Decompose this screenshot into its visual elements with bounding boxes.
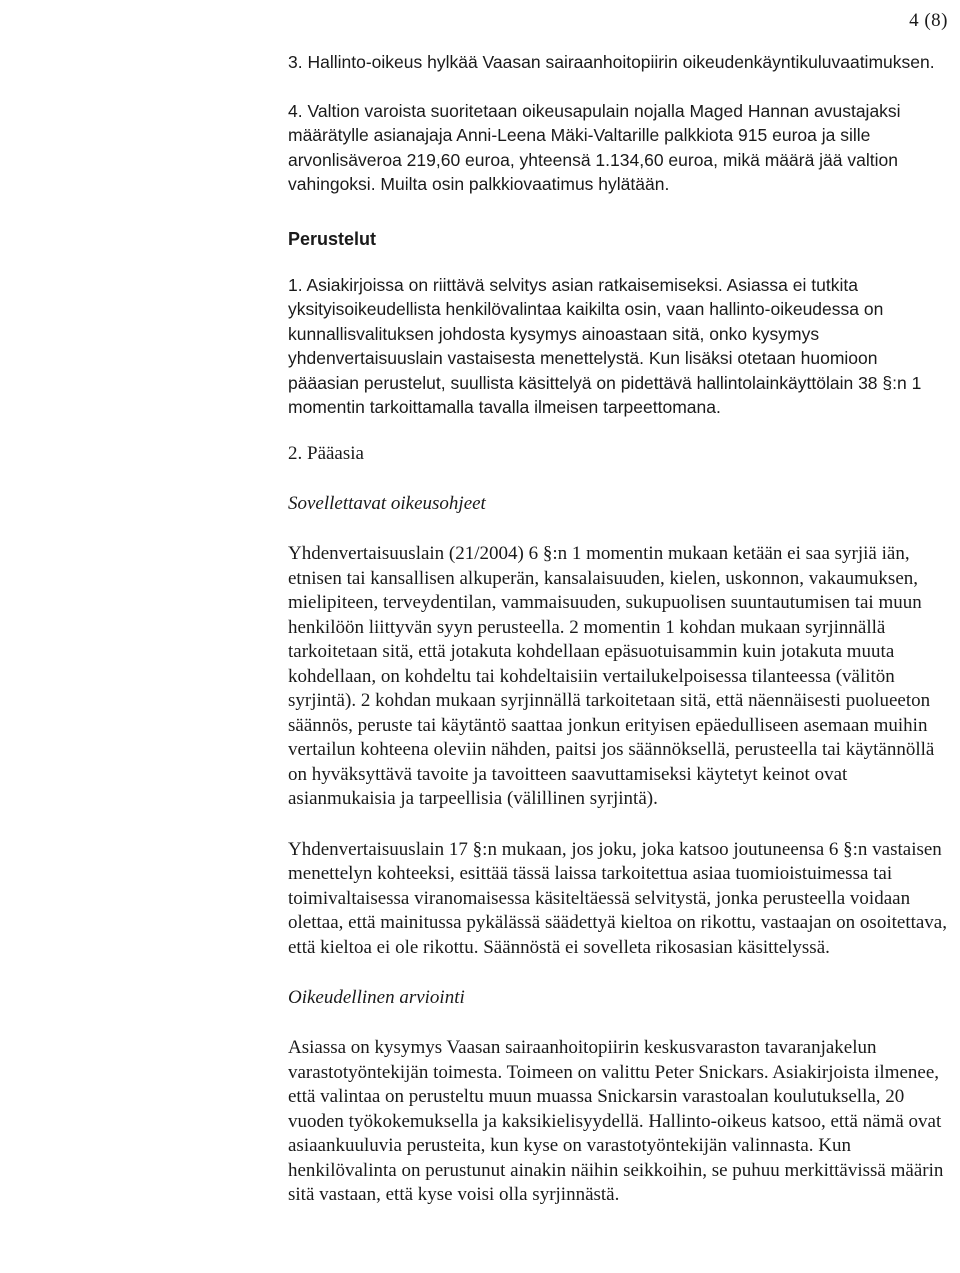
subheading-oikeudellinen-arviointi: Oikeudellinen arviointi — [288, 987, 465, 1008]
reasoning-point-1: 1. Asiakirjoissa on riittävä selvitys asian ratkaisemiseksi. Asiassa ei tutkita yksityisoikeudellista henkilövalintaa kaikilta osin, vaan hallinto-oikeudessa on kunnallisvalituksen johdosta kysymys ainoastaan sitä, onko kysymys yhdenvertaisuuslain vastaisesta menettelystä. Kun lisäksi otetaan huomioon pääasian perustelut, suullista käsittelyä on pidettävä hallintolainkäyttölain 38 §:n 1 momentin tarkoittamalla tavalla ilmeisen tarpeettomana. — [288, 274, 922, 417]
paragraph-yhdenvertaisuuslaki-17: Yhdenvertaisuuslain 17 §:n mukaan, jos joku, joka katsoo joutuneensa 6 §:n vastaisen menettelyn kohteeksi, esittää tässä laissa tarkoitettua asiaa tuomioistuimessa tai toimivaltaisessa viranomaisessa käsiteltäessä selvitystä, jonka perusteella voidaan olettaa, että mainitussa pykälässä säädettyä kieltoa on rikottu, vastaajan on osoitettava, että kieltoa ei ole rikottu. Säännöstä ei sovelleta rikosasian käsittelyssä. — [288, 838, 947, 958]
reasoning-point-2-title: 2. Pääasia — [288, 442, 364, 464]
decision-item-3: 3. Hallinto-oikeus hylkää Vaasan sairaanhoitopiirin oikeudenkäyntikuluvaatimuksen. — [288, 52, 935, 72]
page-number: 4 (8) — [909, 10, 948, 31]
paragraph-yhdenvertaisuuslaki-6: Yhdenvertaisuuslain (21/2004) 6 §:n 1 momentin mukaan ketään ei saa syrjiä iän, etnisen tai kansallisen alkuperän, kansalaisuuden, kielen, uskonnon, vakaumuksen, mielipiteen, terveydentilan, vammaisuuden, sukupuolisen suuntautumisen tai muun henkilöön liittyvän syyn perusteella. 2 momentin 1 kohdan mukaan syrjinnällä tarkoitetaan sitä, että jotakuta kohdellaan epäsuotuisammin kuin jotakuta muuta kohdellaan, on kohdeltu tai kohdeltaisiin vertailukelpoisessa tilanteessa (välitön syrjintä). 2 kohdan mukaan syrjinnällä tarkoitetaan sitä, että näennäisesti puolueeton säännös, peruste tai käytäntö saattaa jonkun erityisen epäedulliseen asemaan muihin vertailun kohteena oleviin nähden, paitsi jos säännöksellä, perusteella tai käytännöllä on hyväksyttävä tavoite ja tavoitteen saavuttamiseksi käytetyt keinot ovat asianmukaisia ja tarpeellisia (välillinen syrjintä). — [288, 543, 935, 809]
section-heading-perustelut: Perustelut — [288, 228, 377, 249]
subheading-sovellettavat: Sovellettavat oikeusohjeet — [288, 493, 486, 514]
document-body — [288, 50, 952, 1208]
paragraph-arviointi: Asiassa on kysymys Vaasan sairaanhoitopiirin keskusvaraston tavaranjakelun varastotyöntekijän toimesta. Toimeen on valittu Peter Snickars. Asiakirjoista ilmenee, että valintaa on perusteltu muun muassa Snickarsin varastoalan koulutuksella, 20 vuoden työkokemuksella ja kaksikielisyydellä. Hallinto-oikeus katsoo, että nämä ovat asiaankuuluvia perusteita, kun kyse on varastotyöntekijän valinnasta. Kun henkilövalinta on perustunut ainakin näihin seikkoihin, se puhuu merkittävissä määrin sitä vastaan, että kyse voisi olla syrjinnästä. — [288, 1037, 944, 1205]
decision-item-4: 4. Valtion varoista suoritetaan oikeusapulain nojalla Maged Hannan avustajaksi määrätylle asianajaja Anni-Leena Mäki-Valtarille palkkiota 915 euroa ja sille arvonlisäveroa 219,60 euroa, yhteensä 1.134,60 euroa, mikä määrä jää valtion vahingoksi. Muilta osin palkkiovaatimus hylätään. — [288, 100, 901, 194]
